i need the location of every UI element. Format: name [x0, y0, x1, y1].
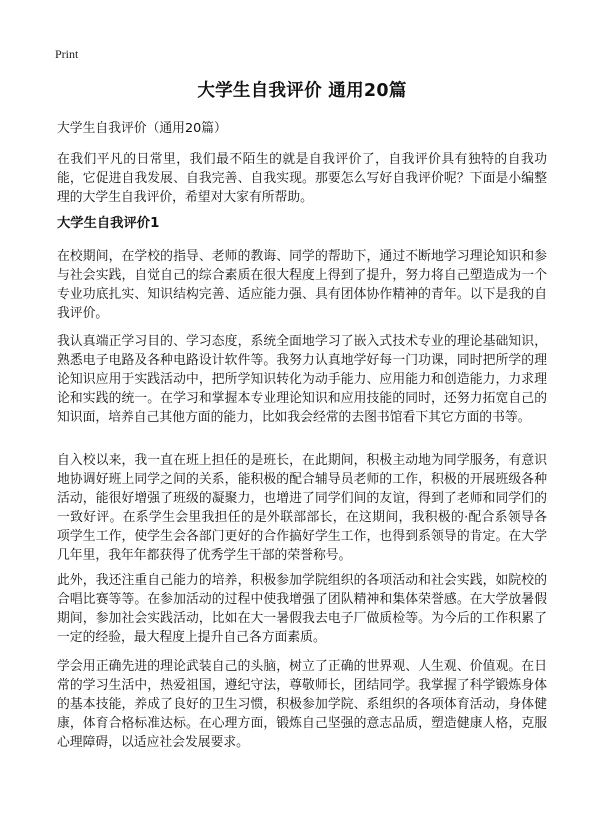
paragraph-1: 在校期间，在学校的指导、老师的教诲、同学的帮助下，通过不断地学习理论知识和参与社会实践，自觉自己的综合素质在很大程度上得到了提升，努力将自己塑造成为一个专业功底扎实、知识结构完善、适应能力强、具有团体协作精神的青年。以下是我的自我评价。: [57, 249, 547, 321]
print-link[interactable]: Print: [55, 47, 79, 61]
paragraph-5: 学会用正确先进的理论武装自己的头脑，树立了正确的世界观、人生观、价值观。在日常的学习生活中，热爱祖国，遵纪守法，尊敬师长，团结同学。我掌握了科学锻炼身体的基本技能，养成了良好的卫生习惯，积极参加学院、系组织的各项体育活动，身体健康，体育合格标准达标。在心理方面，锻炼自己坚强的意志品质，塑造健康人格，克服心理障碍，以适应社会发展要求。: [57, 659, 547, 750]
paragraph-3: 自入校以来，我一直在班上担任的是班长，在此期间，积极主动地为同学服务，有意识地协调好班上同学之间的关系，能积极的配合辅导员老师的工作，积极的开展班级各种活动，能很好增强了班级的凝聚力，也增进了同学们间的友谊，得到了老师和同学们的一致好评。在系学生会里我担任的是外联部部长，在这期间，我积极的·配合系领导各项学生工作，使学生会各部门更好的合作搞好学生工作，也得到系领导的肯定。在大学几年里，我年年都获得了优秀学生干部的荣誉称号。: [57, 453, 547, 563]
page-title: 大学生自我评价 通用20篇: [197, 81, 407, 101]
subtitle: 大学生自我评价（通用20篇）: [57, 121, 227, 136]
section-heading: 大学生自我评价1: [57, 216, 160, 231]
paragraph-2: 我认真端正学习目的、学习态度，系统全面地学习了嵌入式技术专业的理论基础知识，熟悉电子电路及各种电路设计软件等。我努力认真地学好每一门功课，同时把所学的理论知识应用于实践活动中，把所学知识转化为动手能力、应用能力和创造能力，力求理论和实践的统一。在学习和掌握本专业理论知识和应用技能的同时，还努力拓宽自己的知识面，培养自己其他方面的能力，比如我会经常的去图书馆看下其它方面的书等。: [57, 334, 547, 425]
intro-paragraph: 在我们平凡的日常里，我们最不陌生的就是自我评价了，自我评价具有独特的自我功能，它促进自我发展、自我完善、自我实现。那要怎么写好自我评价呢？下面是小编整理的大学生自我评价，希望对大家有所帮助。: [57, 152, 547, 205]
paragraph-4: 此外，我还注重自己能力的培养，积极参加学院组织的各项活动和社会实践，如院校的合唱比赛等等。在参加活动的过程中使我增强了团队精神和集体荣誉感。在大学放暑假期间，参加社会实践活动，比如在大一暑假我去电子厂做质检等。为今后的工作积累了一定的经验，最大程度上提升自己各方面素质。: [57, 573, 547, 645]
